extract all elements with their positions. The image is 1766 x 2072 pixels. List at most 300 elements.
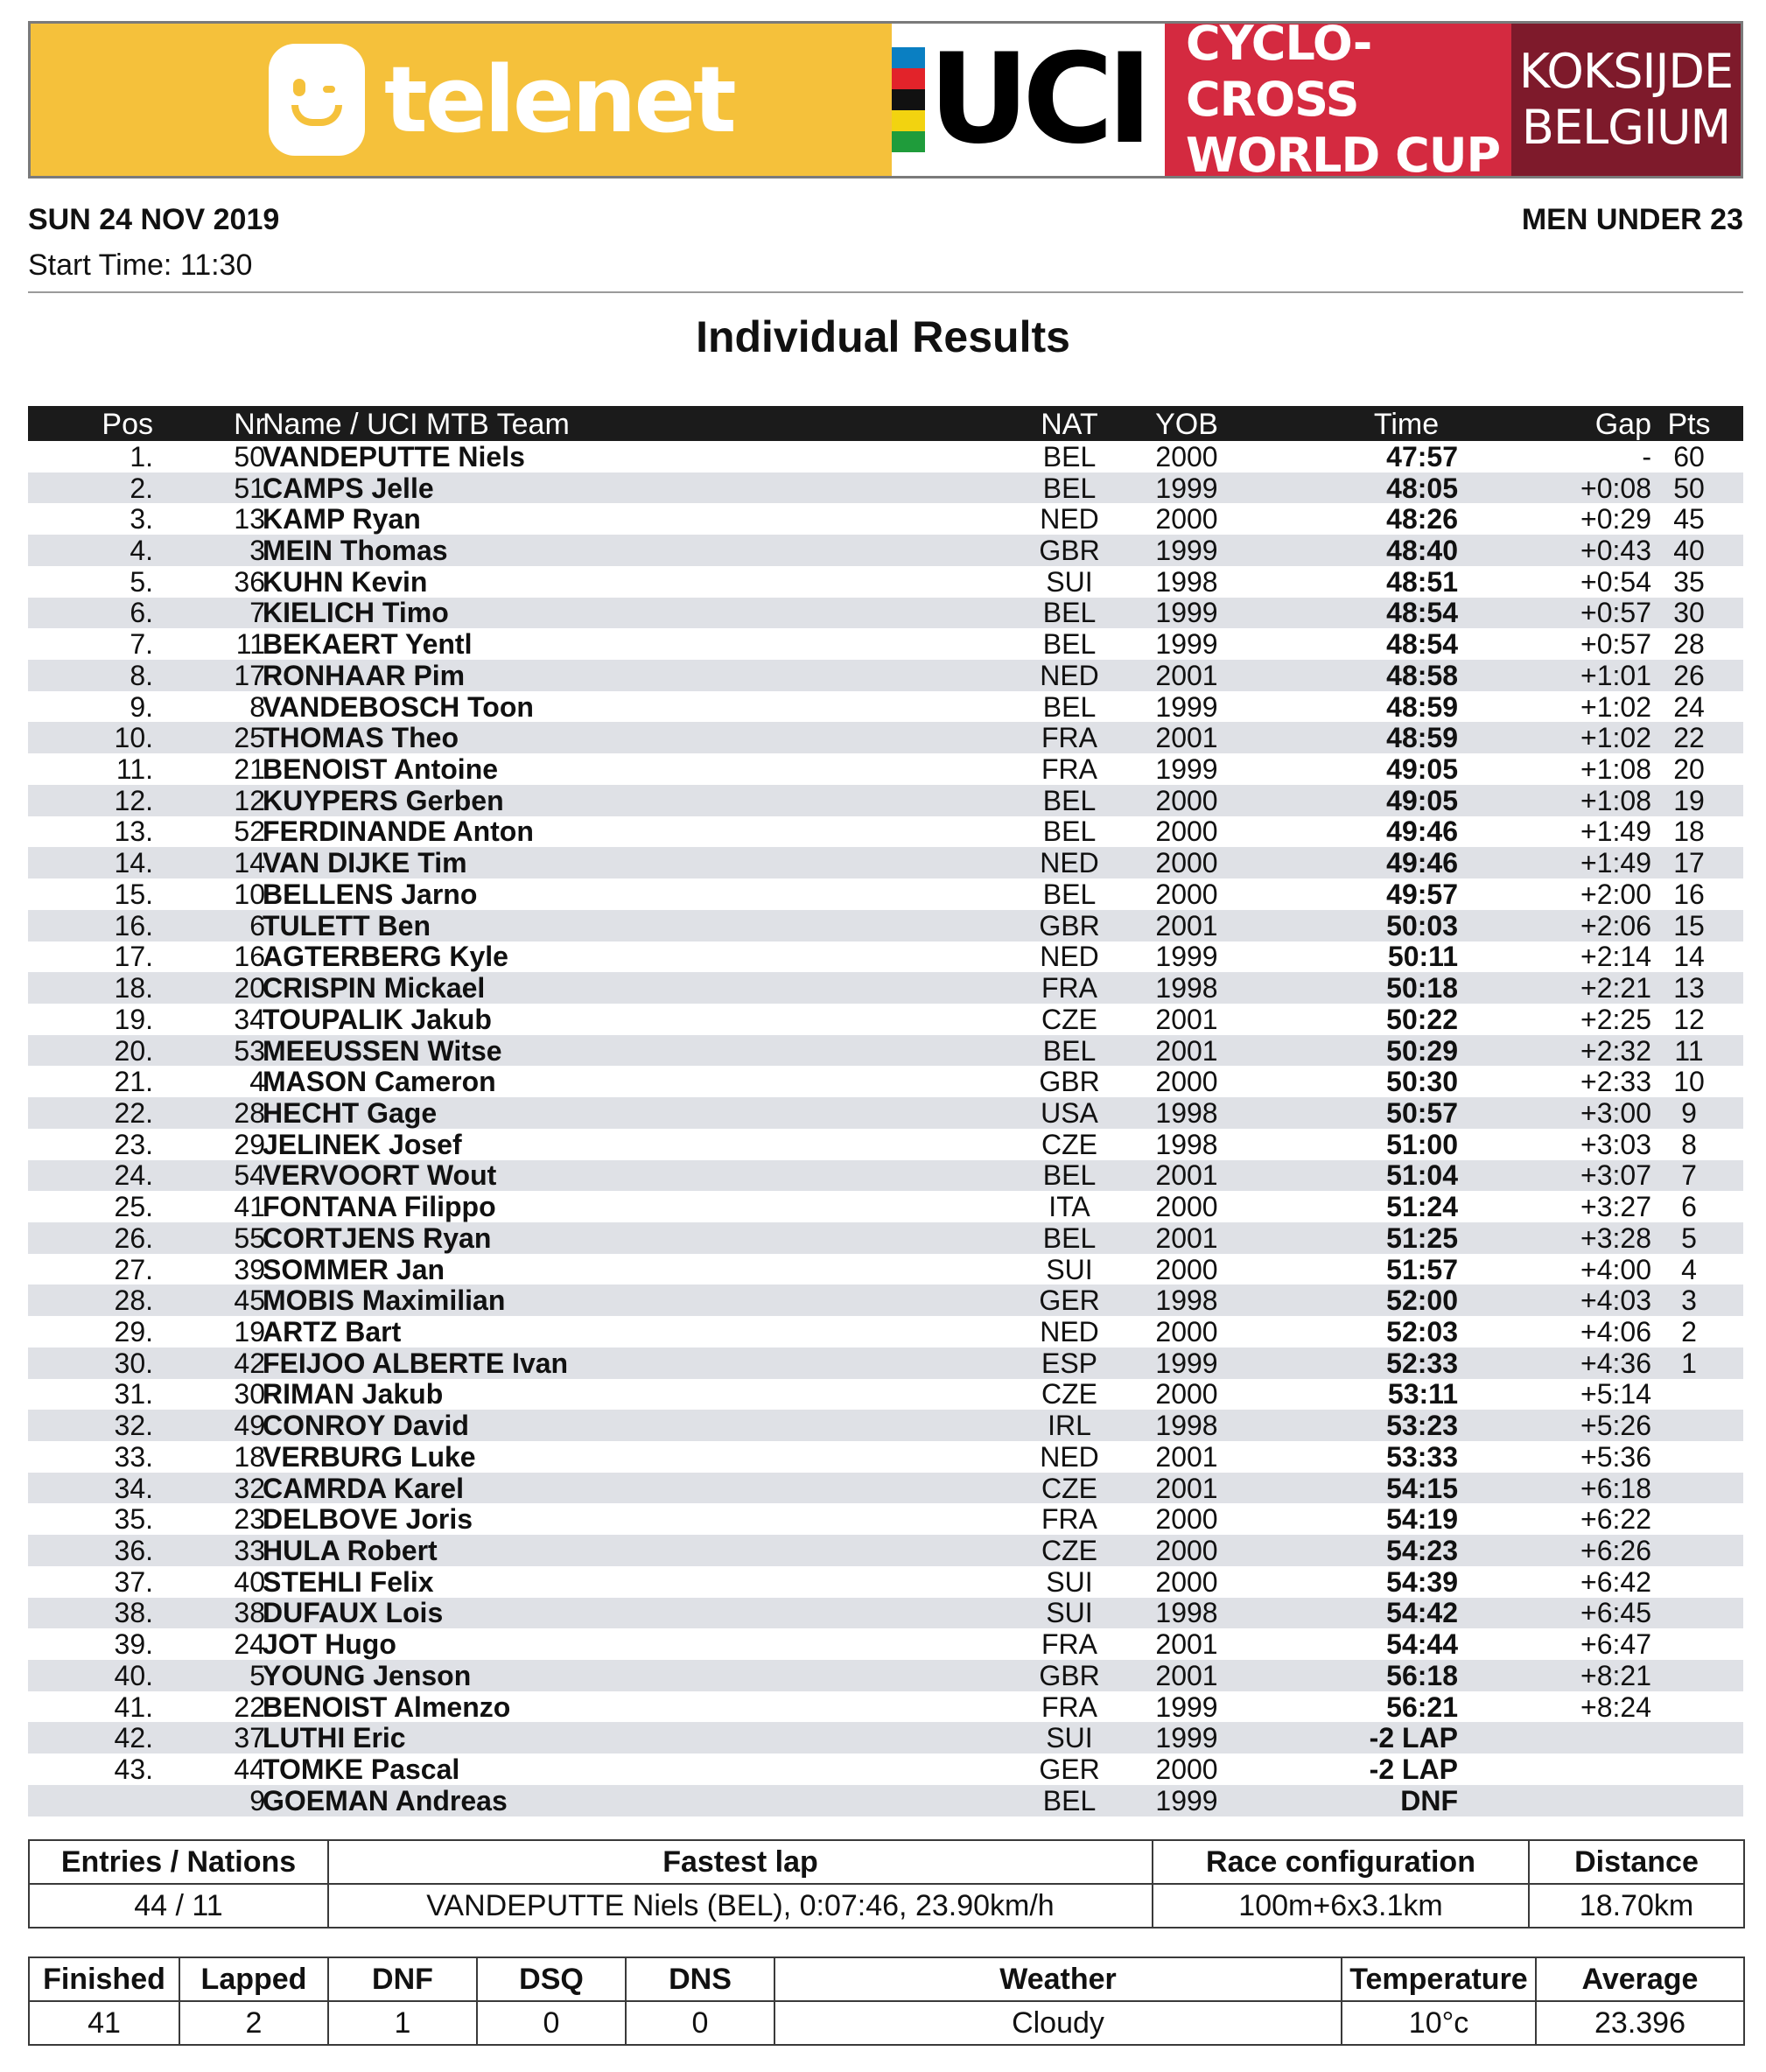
col-header-gap: Gap <box>1594 408 1651 441</box>
cell-time: 53:11 <box>1387 1378 1458 1410</box>
cell-name: JOT Hugo <box>263 1628 396 1661</box>
cell-gap: +4:03 <box>1580 1284 1651 1317</box>
cell-nr: 45 <box>234 1284 265 1317</box>
cell-pts: 4 <box>1681 1253 1697 1285</box>
cell-time: 50:29 <box>1386 1034 1458 1067</box>
cell-nat: CZE <box>1041 1472 1097 1504</box>
cell-nat: GBR <box>1039 909 1100 942</box>
lapped-label: Lapped <box>179 1957 328 2001</box>
cell-time: 51:04 <box>1386 1159 1458 1192</box>
cell-pts <box>1657 1535 1720 1566</box>
cell-nat: SUI <box>1046 565 1093 598</box>
cell-name: THOMAS Theo <box>263 722 459 754</box>
cell-yob: 2001 <box>1155 1034 1218 1067</box>
cell-pos: 34. <box>114 1472 153 1504</box>
table-row <box>28 1598 1743 1629</box>
cell-name: KAMP Ryan <box>263 503 421 536</box>
cell-yob: 1999 <box>1155 535 1218 567</box>
temperature-label: Temperature <box>1342 1957 1536 2001</box>
cell-name: TULETT Ben <box>263 909 431 942</box>
distance-label: Distance <box>1529 1840 1744 1884</box>
cell-gap: +1:02 <box>1580 722 1651 754</box>
cell-yob: 1999 <box>1155 690 1218 723</box>
cell-yob: 2000 <box>1155 1315 1218 1348</box>
cell-pts: 13 <box>1673 972 1705 1004</box>
cell-gap: +2:25 <box>1580 1003 1651 1035</box>
cell-pts <box>1657 1503 1720 1535</box>
cell-time: 52:00 <box>1386 1284 1458 1317</box>
table-row <box>28 816 1743 848</box>
table-row <box>28 1097 1743 1129</box>
race-summary-table <box>28 1839 1745 1928</box>
cell-name: KUHN Kevin <box>263 565 428 598</box>
table-row <box>28 1160 1743 1192</box>
cell-pos: 16. <box>114 909 153 942</box>
cell-time: 51:57 <box>1386 1253 1458 1285</box>
cell-pts <box>1657 1785 1720 1816</box>
cell-gap: +3:07 <box>1580 1159 1651 1192</box>
cell-gap: +2:14 <box>1580 941 1651 973</box>
cell-pos: 13. <box>114 816 153 848</box>
cell-name: FONTANA Filippo <box>263 1191 496 1223</box>
cell-nr: 39 <box>234 1253 265 1285</box>
cell-nr: 29 <box>234 1128 265 1160</box>
cell-yob: 1998 <box>1155 1128 1218 1160</box>
cell-pts <box>1657 1691 1720 1723</box>
cell-nr: 37 <box>234 1722 265 1754</box>
cell-pos: 26. <box>114 1222 153 1254</box>
cell-pos: 10. <box>114 722 153 754</box>
cell-nat: NED <box>1040 659 1099 691</box>
cell-name: FEIJOO ALBERTE Ivan <box>263 1347 569 1379</box>
table-row <box>28 1785 1743 1816</box>
cell-yob: 1999 <box>1155 628 1218 661</box>
event-banner <box>28 21 1743 178</box>
cell-nr: 6 <box>249 909 265 942</box>
cell-gap: +6:45 <box>1580 1597 1651 1629</box>
cell-nat: SUI <box>1046 1722 1093 1754</box>
cell-nr: 54 <box>234 1159 265 1192</box>
cell-pts <box>1657 1660 1720 1691</box>
cell-yob: 2001 <box>1155 1159 1218 1192</box>
cell-nr: 55 <box>234 1222 265 1254</box>
table-row <box>28 1254 1743 1285</box>
cell-time: 48:58 <box>1386 659 1458 691</box>
cell-time: 51:00 <box>1386 1128 1458 1160</box>
cell-name: SOMMER Jan <box>263 1253 445 1285</box>
cell-nat: SUI <box>1046 1253 1093 1285</box>
cell-yob: 2000 <box>1155 440 1218 472</box>
cell-time: 48:54 <box>1386 628 1458 661</box>
cell-time: -2 LAP <box>1369 1754 1458 1786</box>
cell-yob: 2000 <box>1155 1378 1218 1410</box>
table-row <box>28 691 1743 723</box>
table-row <box>28 878 1743 910</box>
cell-yob: 1998 <box>1155 1597 1218 1629</box>
cell-nat: NED <box>1040 1315 1099 1348</box>
cell-name: BENOIST Antoine <box>263 753 499 786</box>
page-title: Individual Results <box>696 312 1070 361</box>
cell-yob: 2000 <box>1155 1503 1218 1536</box>
cell-gap: +0:57 <box>1580 597 1651 629</box>
cell-name: TOUPALIK Jakub <box>263 1003 492 1035</box>
cell-name: CAMPS Jelle <box>263 472 434 504</box>
temperature-value: 10°c <box>1342 2001 1536 2045</box>
table-row <box>28 942 1743 973</box>
cell-pts: 7 <box>1681 1159 1697 1192</box>
cell-yob: 2000 <box>1155 1253 1218 1285</box>
cell-time: DNF <box>1400 1784 1458 1816</box>
cell-yob: 1998 <box>1155 1284 1218 1317</box>
cell-time: -2 LAP <box>1369 1722 1458 1754</box>
col-header-pos: Pos <box>102 408 153 441</box>
cell-time: 49:05 <box>1386 753 1458 786</box>
cell-pts <box>1657 1628 1720 1660</box>
cell-time: 51:24 <box>1386 1191 1458 1223</box>
table-row <box>28 1535 1743 1566</box>
col-header-time: Time <box>1373 408 1440 441</box>
cell-pts: 14 <box>1673 941 1705 973</box>
cell-pos: 31. <box>114 1378 153 1410</box>
cell-name: VANDEPUTTE Niels <box>263 440 525 472</box>
table-row <box>28 785 1743 816</box>
cell-nr: 17 <box>234 659 265 691</box>
dns-label: DNS <box>626 1957 774 2001</box>
cell-nat: BEL <box>1042 597 1097 629</box>
cell-yob: 2001 <box>1155 1003 1218 1035</box>
cell-gap: +3:00 <box>1580 1096 1651 1129</box>
cell-name: RIMAN Jakub <box>263 1378 444 1410</box>
fastest-lap-value: VANDEPUTTE Niels (BEL), 0:07:46, 23.90km/h <box>328 1884 1153 1928</box>
cell-yob: 1999 <box>1155 1347 1218 1379</box>
table-row <box>28 722 1743 753</box>
cell-nr: 8 <box>249 690 265 723</box>
cell-gap: +1:08 <box>1580 784 1651 816</box>
cell-name: VERBURG Luke <box>263 1440 476 1473</box>
col-header-yob: YOB <box>1155 408 1218 441</box>
cell-nat: FRA <box>1041 722 1097 754</box>
cell-gap <box>1516 1754 1651 1785</box>
cell-pos: 35. <box>114 1503 153 1536</box>
cell-pos: 43. <box>114 1754 153 1786</box>
cell-name: HULA Robert <box>263 1535 438 1567</box>
cell-name: YOUNG Jenson <box>263 1659 472 1691</box>
cell-nat: ESP <box>1041 1347 1098 1379</box>
cell-pts: 16 <box>1673 878 1705 910</box>
cell-pos: 41. <box>114 1690 153 1723</box>
cell-yob: 2000 <box>1155 816 1218 848</box>
table-row <box>28 1004 1743 1035</box>
cell-pos: 42. <box>114 1722 153 1754</box>
cell-pos <box>28 1785 153 1816</box>
cell-time: 48:59 <box>1386 722 1458 754</box>
cell-nr: 24 <box>234 1628 265 1661</box>
cell-yob: 2000 <box>1155 847 1218 879</box>
table-row <box>28 1503 1743 1535</box>
summary-header-row <box>29 1840 1744 1884</box>
telenet-wordmark: telenet <box>384 46 734 153</box>
cell-pts <box>1657 1410 1720 1441</box>
dnf-label: DNF <box>328 1957 477 2001</box>
cell-pos: 2. <box>130 472 153 504</box>
cell-time: 49:05 <box>1386 784 1458 816</box>
cell-gap: +4:00 <box>1580 1253 1651 1285</box>
cell-time: 49:46 <box>1386 816 1458 848</box>
uci-logo <box>892 24 1165 176</box>
cell-yob: 2001 <box>1155 659 1218 691</box>
cell-pts: 5 <box>1681 1222 1697 1254</box>
cell-gap: +8:24 <box>1580 1690 1651 1723</box>
cell-pos: 32. <box>114 1410 153 1442</box>
cell-gap: +2:21 <box>1580 972 1651 1004</box>
cell-pts: 6 <box>1681 1191 1697 1223</box>
cell-time: 49:57 <box>1386 878 1458 910</box>
cell-gap: - <box>1642 440 1651 472</box>
cell-nat: FRA <box>1041 1628 1097 1661</box>
table-row <box>28 1722 1743 1754</box>
table-row <box>28 628 1743 660</box>
cell-nat: NED <box>1040 847 1099 879</box>
cell-pts <box>1657 1441 1720 1473</box>
cell-time: 56:21 <box>1386 1690 1458 1723</box>
cell-nat: SUI <box>1046 1597 1093 1629</box>
cell-time: 50:57 <box>1386 1096 1458 1129</box>
fastest-lap-label: Fastest lap <box>328 1840 1153 1884</box>
cell-nat: NED <box>1040 503 1099 536</box>
cell-nat: SUI <box>1046 1565 1093 1598</box>
cell-gap: +0:54 <box>1580 565 1651 598</box>
cell-yob: 1999 <box>1155 1722 1218 1754</box>
cell-pos: 8. <box>130 659 153 691</box>
location-line2: BELGIUM <box>1521 100 1731 155</box>
cell-nat: CZE <box>1041 1378 1097 1410</box>
cell-gap <box>1516 1785 1651 1816</box>
cell-pts: 45 <box>1673 503 1705 536</box>
cell-gap: +5:26 <box>1580 1410 1651 1442</box>
cell-pts <box>1657 1722 1720 1754</box>
cell-time: 47:57 <box>1386 440 1458 472</box>
cell-yob: 2000 <box>1155 1754 1218 1786</box>
cell-pos: 15. <box>114 878 153 910</box>
table-row <box>28 1691 1743 1723</box>
cell-time: 48:40 <box>1386 535 1458 567</box>
cell-nr: 14 <box>234 847 265 879</box>
cell-pos: 22. <box>114 1096 153 1129</box>
dsq-value: 0 <box>477 2001 626 2045</box>
cell-name: MEIN Thomas <box>263 535 448 567</box>
cell-nat: BEL <box>1042 1159 1097 1192</box>
cell-pos: 5. <box>130 565 153 598</box>
cell-name: BELLENS Jarno <box>263 878 478 910</box>
cell-nat: FRA <box>1041 753 1097 786</box>
cell-pts: 35 <box>1673 565 1705 598</box>
cell-pos: 27. <box>114 1253 153 1285</box>
cell-pos: 40. <box>114 1659 153 1691</box>
cell-pts <box>1657 1379 1720 1410</box>
cell-nr: 38 <box>234 1597 265 1629</box>
cell-nr: 52 <box>234 816 265 848</box>
cell-nr: 40 <box>234 1565 265 1598</box>
table-row <box>28 660 1743 691</box>
cell-yob: 1998 <box>1155 1096 1218 1129</box>
table-row <box>28 1284 1743 1316</box>
cell-pts: 40 <box>1673 535 1705 567</box>
table-row <box>28 1316 1743 1348</box>
table-row <box>28 1473 1743 1504</box>
distance-value: 18.70km <box>1529 1884 1744 1928</box>
entries-nations-label: Entries / Nations <box>29 1840 328 1884</box>
cell-time: 50:22 <box>1386 1003 1458 1035</box>
cell-gap: +0:08 <box>1580 472 1651 504</box>
cell-name: HECHT Gage <box>263 1096 438 1129</box>
average-label: Average <box>1536 1957 1744 2001</box>
weather-label: Weather <box>774 1957 1342 2001</box>
cell-nr: 11 <box>235 628 265 661</box>
cell-name: VANDEBOSCH Toon <box>263 690 534 723</box>
table-row <box>28 910 1743 942</box>
cell-nr: 3 <box>249 535 265 567</box>
cell-nr: 16 <box>234 941 265 973</box>
cell-nr: 44 <box>234 1754 265 1786</box>
cell-nat: BEL <box>1042 472 1097 504</box>
cell-pts: 19 <box>1673 784 1705 816</box>
table-row <box>28 1410 1743 1441</box>
event-name-line2: WORLD CUP <box>1186 128 1501 178</box>
cell-name: TOMKE Pascal <box>263 1754 460 1786</box>
cell-yob: 1999 <box>1155 1784 1218 1816</box>
cell-nr: 5 <box>249 1659 265 1691</box>
cell-name: DELBOVE Joris <box>263 1503 473 1536</box>
cell-pos: 20. <box>114 1034 153 1067</box>
cell-name: ARTZ Bart <box>263 1315 402 1348</box>
cell-time: 49:46 <box>1386 847 1458 879</box>
finished-label: Finished <box>29 1957 179 2001</box>
cell-yob: 2000 <box>1155 1066 1218 1098</box>
cell-name: FERDINANDE Anton <box>263 816 534 848</box>
table-row <box>28 1566 1743 1598</box>
cell-name: KUYPERS Gerben <box>263 784 504 816</box>
sponsor-logo-telenet <box>31 24 892 176</box>
cell-name: DUFAUX Lois <box>263 1597 444 1629</box>
cell-nat: BEL <box>1042 690 1097 723</box>
header-divider <box>28 291 1743 293</box>
cell-gap: +6:26 <box>1580 1535 1651 1567</box>
cell-pos: 18. <box>114 972 153 1004</box>
cell-time: 50:18 <box>1386 972 1458 1004</box>
cell-pos: 7. <box>130 628 153 661</box>
cell-yob: 2000 <box>1155 784 1218 816</box>
table-row <box>28 566 1743 598</box>
cell-nr: 20 <box>234 972 265 1004</box>
cell-pts: 9 <box>1681 1096 1697 1129</box>
cell-nat: CZE <box>1041 1128 1097 1160</box>
cell-name: STEHLI Felix <box>263 1565 434 1598</box>
cell-name: AGTERBERG Kyle <box>263 941 508 973</box>
cell-yob: 1998 <box>1155 565 1218 598</box>
event-name-line1: CYCLO-CROSS <box>1186 21 1372 127</box>
table-row <box>28 1066 1743 1097</box>
cell-nr: 7 <box>249 597 265 629</box>
cell-pts: 1 <box>1681 1347 1697 1379</box>
cell-time: 48:05 <box>1386 472 1458 504</box>
cell-nr: 28 <box>234 1096 265 1129</box>
race-configuration-value: 100m+6x3.1km <box>1153 1884 1529 1928</box>
cell-name: BEKAERT Yentl <box>263 628 473 661</box>
cell-pos: 19. <box>114 1003 153 1035</box>
cell-pts: 11 <box>1674 1034 1704 1067</box>
cell-name: MASON Cameron <box>263 1066 496 1098</box>
cell-pts: 2 <box>1681 1315 1697 1348</box>
cell-name: JELINEK Josef <box>263 1128 462 1160</box>
cell-gap: +1:49 <box>1580 816 1651 848</box>
cell-name: MEEUSSEN Witse <box>263 1034 502 1067</box>
table-row <box>28 1379 1743 1410</box>
cell-yob: 1999 <box>1155 472 1218 504</box>
table-row <box>28 1348 1743 1379</box>
table-row <box>28 753 1743 785</box>
results-body <box>28 441 1743 1816</box>
cell-gap: +6:47 <box>1580 1628 1651 1661</box>
cell-pts: 17 <box>1673 847 1705 879</box>
cell-nat: NED <box>1040 941 1099 973</box>
table-row <box>28 441 1743 472</box>
cell-nr: 23 <box>234 1503 265 1536</box>
cell-pos: 33. <box>114 1440 153 1473</box>
results-header-row <box>28 406 1743 441</box>
cell-gap: +8:21 <box>1580 1659 1651 1691</box>
location-line1: KOKSIJDE <box>1518 44 1734 99</box>
cell-gap: +0:29 <box>1580 503 1651 536</box>
cell-name: CAMRDA Karel <box>263 1472 464 1504</box>
cell-nat: IRL <box>1048 1410 1091 1442</box>
cell-nr: 34 <box>234 1003 265 1035</box>
cell-time: 54:44 <box>1386 1628 1458 1661</box>
cell-time: 48:51 <box>1386 565 1458 598</box>
cell-pos: 38. <box>114 1597 153 1629</box>
cell-gap: +0:57 <box>1580 628 1651 661</box>
cell-pts: 30 <box>1673 597 1705 629</box>
cell-time: 50:30 <box>1386 1066 1458 1098</box>
cell-yob: 1998 <box>1155 1410 1218 1442</box>
cell-pts: 10 <box>1673 1066 1705 1098</box>
cell-nr: 30 <box>234 1378 265 1410</box>
cell-nr: 4 <box>249 1066 265 1098</box>
event-name <box>1165 21 1511 178</box>
uci-wordmark: UCI <box>929 27 1146 172</box>
dns-value: 0 <box>626 2001 774 2045</box>
col-header-name: Name / UCI MTB Team <box>263 408 570 441</box>
cell-pts: 8 <box>1681 1128 1697 1160</box>
cell-yob: 1998 <box>1155 972 1218 1004</box>
cell-time: 56:18 <box>1386 1659 1458 1691</box>
cell-pos: 11. <box>116 753 153 786</box>
cell-pts <box>1657 1754 1720 1785</box>
cell-pos: 1. <box>130 440 153 472</box>
cell-gap: +4:06 <box>1580 1315 1651 1348</box>
cell-pos: 21. <box>114 1066 153 1098</box>
table-row <box>28 972 1743 1004</box>
cell-nr: 25 <box>234 722 265 754</box>
cell-nat: GBR <box>1039 1659 1100 1691</box>
cell-pos: 3. <box>130 503 153 536</box>
lapped-value: 2 <box>179 2001 328 2045</box>
entries-nations-value: 44 / 11 <box>29 1884 328 1928</box>
race-date: SUN 24 NOV 2019 <box>28 203 280 236</box>
cell-time: 52:03 <box>1386 1315 1458 1348</box>
cell-pts: 28 <box>1673 628 1705 661</box>
cell-gap <box>1516 1722 1651 1754</box>
cell-pts: 15 <box>1673 909 1705 942</box>
